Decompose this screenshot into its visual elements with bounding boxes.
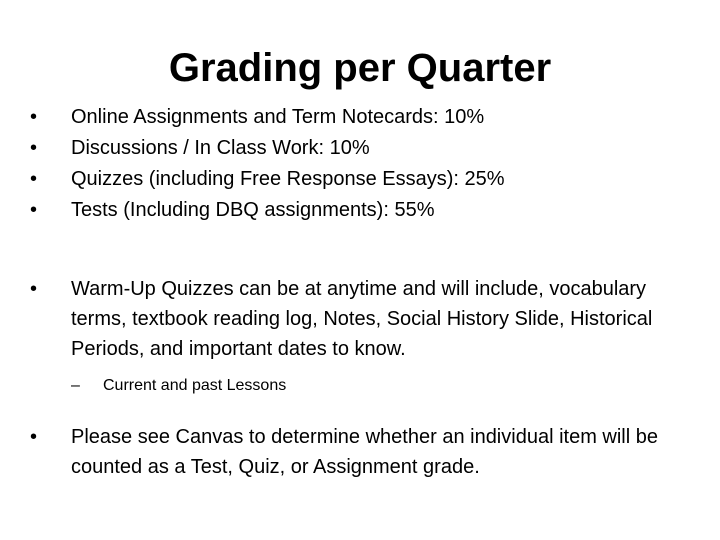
warmup-sub-text: Current and past Lessons — [103, 377, 287, 394]
grading-item — [30, 133, 505, 164]
bullet-icon: • — [30, 199, 38, 221]
bullet-icon: • — [30, 137, 38, 159]
grading-list — [30, 102, 505, 226]
grading-item-text: Tests (Including DBQ assignments): 55% — [71, 199, 435, 221]
warmup-item — [30, 274, 690, 364]
warmup-section — [30, 274, 690, 397]
bullet-icon: • — [30, 106, 38, 128]
canvas-note-item — [30, 422, 690, 482]
grading-item — [30, 195, 505, 226]
grading-item-text: Discussions / In Class Work: 10% — [71, 137, 370, 159]
slide-title: Grading per Quarter — [168, 46, 552, 90]
dash-icon: – — [71, 377, 80, 394]
bullet-icon: • — [30, 426, 38, 448]
warmup-text: Warm-Up Quizzes can be at anytime and will include, vocabulary terms, textbook reading log, Notes, Social History Slide, Historical Periods, and important dates to know. — [71, 278, 653, 360]
warmup-sub-item — [30, 375, 690, 397]
canvas-note-section — [30, 422, 690, 482]
bullet-icon: • — [30, 168, 38, 190]
grading-item — [30, 164, 505, 195]
grading-item-text: Online Assignments and Term Notecards: 10% — [71, 106, 485, 128]
canvas-note-text: Please see Canvas to determine whether an individual item will be counted as a Test, Quiz, or Assignment grade. — [71, 426, 658, 478]
bullet-icon: • — [30, 278, 38, 300]
grading-item — [30, 102, 505, 133]
grading-item-text: Quizzes (including Free Response Essays): 25% — [71, 168, 505, 190]
